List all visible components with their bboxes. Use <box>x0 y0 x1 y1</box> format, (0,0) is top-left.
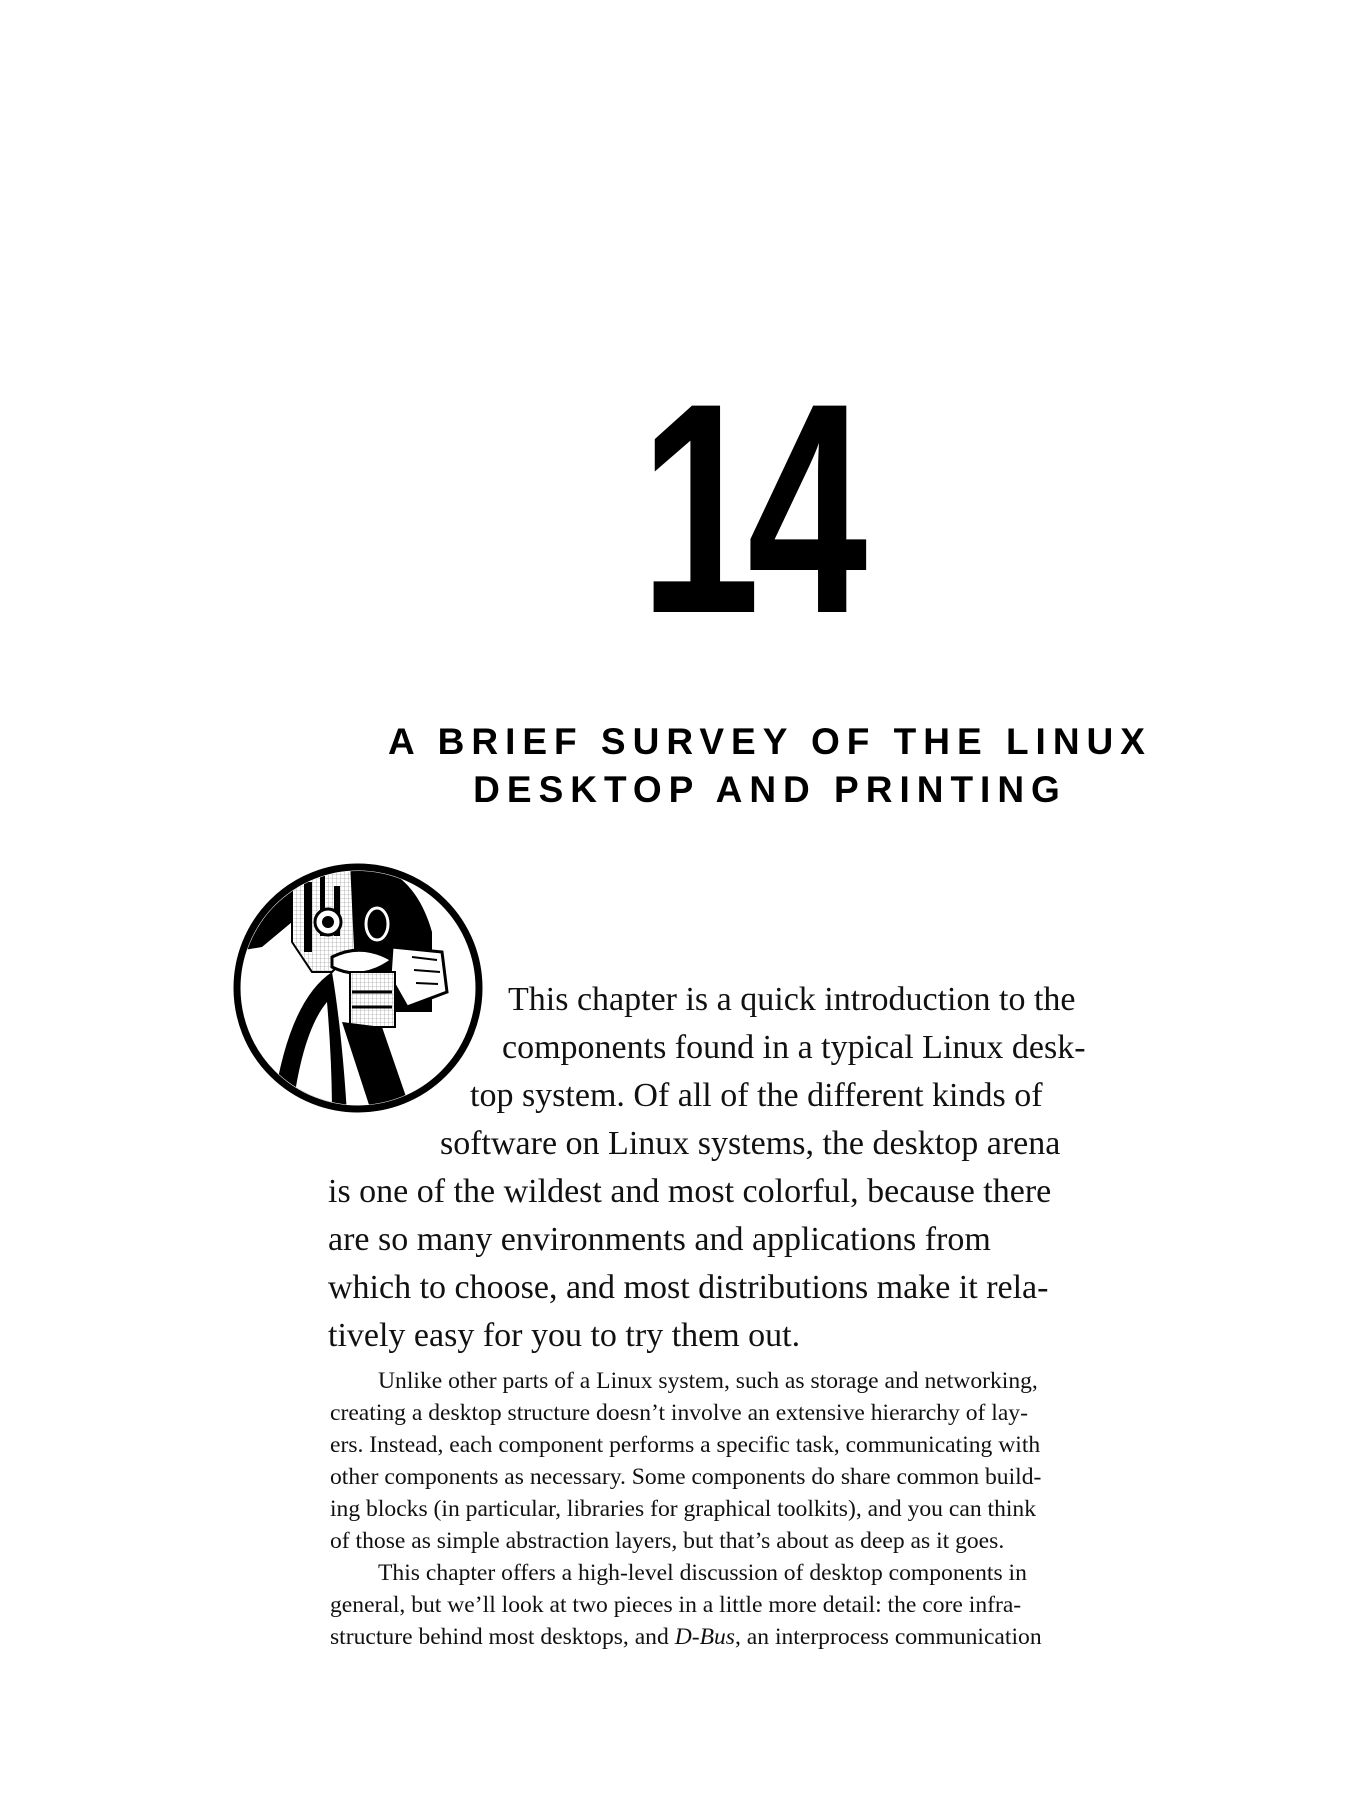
intro-line: is one of the wildest and most colorful, because there <box>328 1173 1052 1210</box>
paragraph-line: general, but we’ll look at two pieces in a little more detail: the core infra- <box>330 1592 1022 1618</box>
chapter-number: 14 <box>640 340 855 676</box>
dbus-term: D-Bus <box>674 1624 735 1650</box>
intro-line: which to choose, and most distributions make it rela- <box>328 1269 1049 1306</box>
paragraph-2 <box>330 1557 1220 1653</box>
body-text <box>330 1365 1220 1653</box>
chapter-title <box>320 718 1220 814</box>
text-run: structure behind most desktops, and <box>330 1624 675 1650</box>
intro-line: components found in a typical Linux desk- <box>502 1029 1086 1066</box>
paragraph-line: other components as necessary. Some components do share common build- <box>330 1464 1042 1490</box>
text-run: , an interprocess communication <box>734 1624 1042 1650</box>
intro-line: This chapter is a quick introduction to the <box>508 981 1076 1018</box>
paragraph-line: of those as simple abstraction layers, but that’s about as deep as it goes. <box>330 1528 1005 1554</box>
chapter-title-line-2: DESKTOP AND PRINTING <box>473 769 1067 810</box>
intro-line: software on Linux systems, the desktop arena <box>440 1125 1061 1162</box>
paragraph-line <box>330 1621 1220 1653</box>
paragraph-line: Unlike other parts of a Linux system, such as storage and networking, <box>378 1368 1038 1394</box>
intro-line: top system. Of all of the different kinds of <box>470 1077 1043 1114</box>
paragraph-line: ing blocks (in particular, libraries for graphical toolkits), and you can think <box>330 1496 1037 1522</box>
paragraph-line: ers. Instead, each component performs a specific task, communicating with <box>330 1432 1041 1458</box>
paragraph-1 <box>330 1365 1220 1557</box>
penguin-robot-icon <box>232 862 484 1114</box>
paragraph-line: creating a desktop structure doesn’t involve an extensive hierarchy of lay- <box>330 1400 1028 1426</box>
paragraph-line: This chapter offers a high-level discussion of desktop components in <box>378 1560 1027 1586</box>
intro-line: tively easy for you to try them out. <box>328 1317 801 1354</box>
intro-line: are so many environments and applications from <box>328 1221 991 1258</box>
chapter-title-line-1: A BRIEF SURVEY OF THE LINUX <box>388 721 1152 762</box>
